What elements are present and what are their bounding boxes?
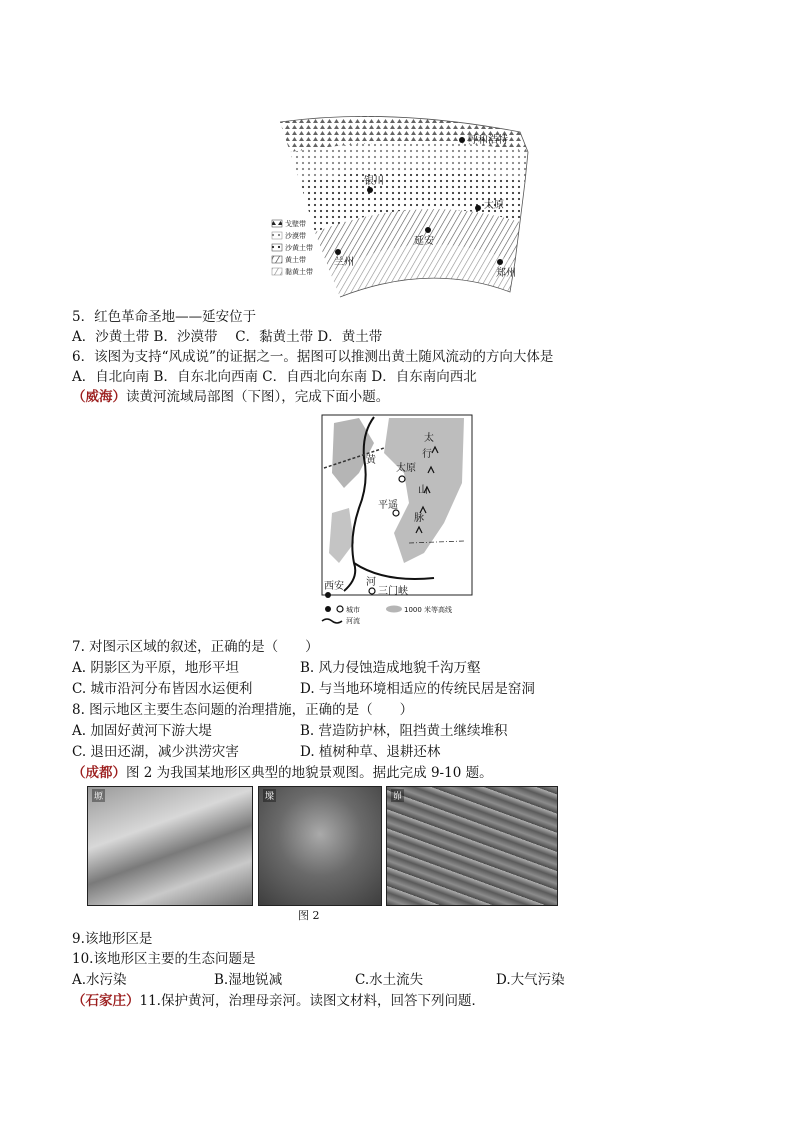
mountain-label: 山	[418, 485, 428, 496]
city-marker	[425, 227, 431, 233]
map2-legend	[322, 605, 452, 625]
city-label: 郑州	[496, 268, 516, 279]
city-marker	[325, 592, 331, 598]
legend-label: 沙漠带	[285, 232, 306, 240]
city-marker	[335, 249, 341, 255]
city-label: 平遥	[378, 500, 398, 511]
city-label: 太原	[484, 200, 504, 211]
photo-tag: 墚	[263, 789, 276, 802]
question-10-option-c: C.水土流失	[355, 972, 424, 988]
intro-text: 11.保护黄河，治理母亲河。读图文材料，回答下列问题．	[139, 993, 485, 1009]
source-tag: （成都）	[72, 765, 126, 781]
question-10-option-a: A.水污染	[72, 972, 127, 988]
question-7-option-c: C. 城市沿河分布皆因水运便利	[72, 681, 253, 697]
source-tag: （石家庄）	[72, 993, 140, 1009]
city-marker	[459, 137, 465, 143]
city-label: 呼和浩特	[468, 135, 508, 146]
map1-legend	[272, 219, 313, 276]
yellow-river-map	[314, 413, 474, 625]
question-7-option-d: D. 与当地环境相适应的传统民居是窑洞	[300, 681, 535, 697]
legend-label: 沙黄土带	[285, 244, 313, 252]
city-marker	[497, 259, 503, 265]
legend-label: 黏黄土带	[285, 268, 313, 276]
question-6-options: A．自北向南 B．自东北向西南 C．自西北向东南 D．自东南向西北	[72, 369, 477, 385]
city-label: 延安	[414, 236, 434, 247]
mountain-label: 太	[424, 433, 434, 444]
legend-label: 戈壁带	[285, 220, 306, 228]
question-5-stem: 5．红色革命圣地——延安位于	[72, 309, 257, 325]
question-10-option-d: D.大气污染	[496, 972, 565, 988]
intro-text: 读黄河流域局部图（下图），完成下面小题。	[126, 389, 390, 405]
question-5-options: A．沙黄土带 B．沙漠带 C．黏黄土带 D．黄土带	[72, 329, 383, 345]
river-label: 黄	[366, 455, 376, 466]
yellow-river-map-svg	[314, 413, 474, 625]
question-7-option-b: B. 风力侵蚀造成地貌千沟万壑	[300, 660, 481, 676]
legend-city-label: 城市	[346, 606, 360, 614]
source-tag: （威海）	[72, 389, 126, 405]
city-label: 三门峡	[378, 586, 408, 597]
photo-tag: 塬	[92, 789, 105, 802]
question-8-stem: 8. 图示地区主要生态问题的治理措施，正确的是（ ）	[72, 702, 414, 718]
question-8-option-b: B. 营造防护林，阻挡黄土继续堆积	[300, 723, 508, 739]
loess-belt-map-svg	[270, 112, 538, 302]
chengdu-intro	[72, 764, 493, 782]
question-7-stem: 7. 对图示区域的叙述，正确的是（ ）	[72, 639, 319, 655]
legend-contour-label: 1000 米等高线	[404, 606, 453, 614]
city-label: 银川	[364, 176, 384, 187]
mountain-label: 脉	[414, 513, 424, 524]
city-marker	[399, 476, 405, 482]
loess-belt-map	[270, 112, 538, 302]
mountain-label: 行	[422, 449, 432, 460]
question-10-stem: 10.该地形区主要的生态问题是	[72, 951, 256, 967]
question-10-option-b: B.湿地锐减	[214, 972, 283, 988]
photo-tag: 峁	[391, 789, 404, 802]
question-8-option-d: D. 植树种草、退耕还林	[300, 744, 441, 760]
question-7-option-a: A. 阴影区为平原，地形平坦	[72, 660, 239, 676]
intro-text: 图 2 为我国某地形区典型的地貌景观图。据此完成 9-10 题。	[126, 765, 493, 781]
figure-caption: 图 2	[298, 909, 320, 922]
legend-river-label: 河流	[346, 617, 360, 625]
landform-photo-liang	[258, 786, 382, 906]
river-label: 河	[366, 577, 376, 588]
city-label: 西安	[324, 581, 344, 592]
question-9-stem: 9.该地形区是	[72, 931, 153, 947]
city-marker	[369, 588, 375, 594]
landform-photo-yuan	[87, 786, 253, 906]
landform-photo-mao	[386, 786, 558, 906]
city-marker	[475, 205, 481, 211]
question-8-option-c: C. 退田还湖，减少洪涝灾害	[72, 744, 239, 760]
question-6-stem: 6．该图为支持“风成说”的证据之一。据图可以推测出黄土随风流动的方向大体是	[72, 349, 554, 365]
city-marker	[367, 187, 373, 193]
city-label: 兰州	[334, 257, 354, 268]
shijiazhuang-intro	[72, 992, 485, 1010]
question-8-option-a: A. 加固好黄河下游大堤	[72, 723, 212, 739]
legend-label: 黄土带	[285, 256, 306, 264]
city-label: 太原	[396, 463, 416, 474]
weihai-intro	[72, 388, 389, 406]
